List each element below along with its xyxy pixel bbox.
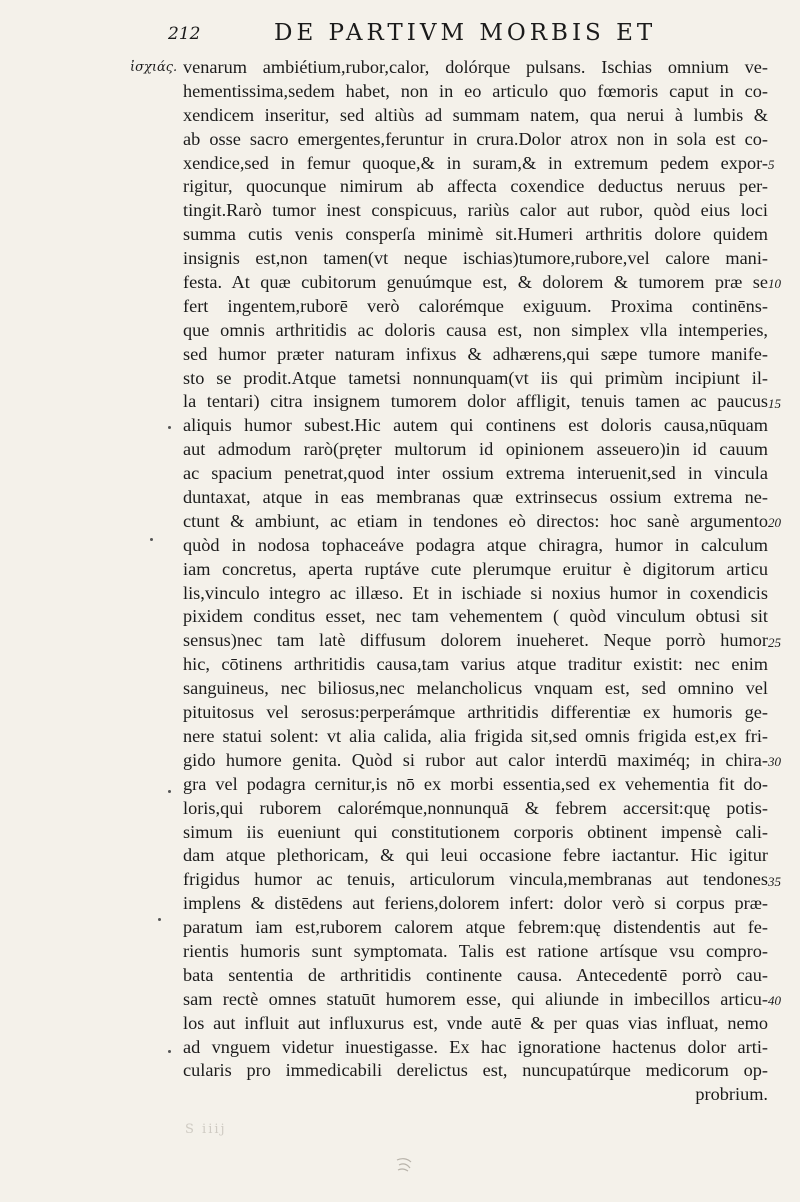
text-line: sed humor præter naturam infixus & adhærens,qui sæpe tumore manife- [183,343,768,364]
text-line: aut admodum rarò(pręter multorum id opinionem asseuero)in id cauum [183,439,768,460]
margin-dot [158,918,161,921]
text-line: iam concretus, aperta ruptáve cute plerumque eruitur è digitorum articu [183,558,768,579]
margin-dot [168,1050,171,1053]
text-line: que omnis arthritidis ac doloris causa est, non simplex vlla intemperies, [183,319,768,340]
text-line: frigidus humor ac tenuis, articulorum vincula,membranas aut tendones [183,869,768,890]
text-line: aliquis humor subest.Hic autem qui continens est doloris causa,nūquam [183,415,768,436]
text-line: bata sententia de arthritidis continente causa. Antecedentē porrò cau- [183,964,768,985]
text-line: summa cutis venis consperſa minimè sit.Humeri arthritis dolore quidem [183,224,768,245]
text-line: implens & distēdens aut feriens,dolorem infert: dolor verò si corpus præ- [183,893,768,914]
text-line: pixidem conditus esset, nec tam vehementem ( quòd vinculum obtusi sit [183,606,768,627]
text-line: rigitur, quocunque nimirum ab affecta coxendice deductus neruus per- [183,176,768,197]
line-number: 20 [768,515,781,531]
text-line: sam rectè omnes statuūt humorem esse, qui aliunde in imbecillos articu- [183,988,768,1009]
margin-dot [168,790,171,793]
line-number: 35 [768,873,781,889]
text-line: tingit.Rarò tumor inest conspicuus, rariùs calor aut rubor, quòd eius loci [183,200,768,221]
text-line: paratum iam est,ruborem calorem atque febrem:quę distendentis aut fe- [183,917,768,938]
text-line: probrium. [695,1084,768,1105]
text-line: gra vel podagra cernitur,is nō ex morbi essentia,sed ex vehementia fit do- [183,773,768,794]
text-line: festa. At quæ cubitorum genuúmque est, & dolorem & tumorem præ se [183,272,768,293]
text-line: sanguineus, nec biliosus,nec melancholicus vnquam est, sed omnino vel [183,678,768,699]
margin-dot [168,426,171,429]
body-text [183,56,768,1107]
text-line: sensus)nec tam latè diffusum dolorem inueheret. Neque porrò humor [183,630,768,651]
line-number: 15 [768,395,781,411]
text-line: hic, cōtinens arthritidis causa,tam varius atque traditur existit: nec enim [183,654,768,675]
text-line: xendice,sed in femur quoque,& in suram,& in extremum pedem expor- [183,152,768,173]
text-line: ad vnguem videtur inuestigasse. Ex hac ignoratione hactenus dolor arti- [183,1036,768,1057]
margin-note: ἰσχιάς. [130,60,178,75]
line-number: 5 [768,156,775,172]
text-line: loris,qui ruborem calorémque,nonnunquā & febrem accersit:quę potis- [183,797,768,818]
text-line: sto se prodit.Atque tametsi nonnunquam(vt iis qui primùm incipiunt il- [183,367,768,388]
line-number: 40 [768,993,781,1009]
text-line: dam atque plethoricam, & qui leui occasione febre iactantur. Hic igitur [183,845,768,866]
ornament-icon [395,1158,413,1172]
signature-mark: S iiij [185,1122,227,1137]
text-line: duntaxat, atque in eas membranas quæ extrinsecus ossium extrema ne- [183,487,768,508]
text-line: fert ingentem,ruborē verò calorémque exiguum. Proxima continēns- [183,295,768,316]
text-line: venarum ambiétium,rubor,calor, dolórque pulsans. Ischias omnium ve- [183,57,768,77]
text-line: nere statui solent: vt alia calida, alia frigida sit,sed omnis frigida est,ex fri- [183,725,768,746]
text-line: hementissima,sedem habet, non in eo articulo quo fœmoris caput in co- [183,80,768,101]
text-line: cularis pro immedicabili derelictus est, nuncupatúrque medicorum op- [183,1060,768,1081]
text-line: quòd in nodosa tophaceáve podagra atque chiragra, humor in calculum [183,534,768,555]
text-line: gido humore genita. Quòd si rubor aut calor interdū maximéq; in chira- [183,749,768,770]
text-line: rientis humoris sunt symptomata. Talis est ratione artísque vsu compro- [183,940,768,961]
text-line: xendicem inseritur, sed altiùs ad summam natem, qua nerui à lumbis & [183,104,768,125]
line-number: 25 [768,634,781,650]
text-line: ctunt & ambiunt, ac etiam in tendones eò directos: hoc sanè argumento [183,510,768,531]
text-line: ab osse sacro emergentes,feruntur in crura.Dolor atrox non in sola est co- [183,128,768,149]
text-line: pituitosus vel serosus:perperámque arthritidis differentiæ ex humoris ge- [183,702,768,723]
line-number: 30 [768,754,781,770]
running-head: DE PARTIVM MORBIS ET [274,20,657,46]
text-line: ac spacium penetrat,quod inter ossium extrema interuenit,sed in vincula [183,463,768,484]
text-line: la tentari) citra insignem tumorem dolor affligit, tenuis tamen ac paucus [183,391,768,412]
text-line: lis,vinculo integro ac illæso. Et in ischiade si noxius humor in coxendicis [183,582,768,603]
line-number: 10 [768,276,781,292]
margin-dot [150,538,153,541]
text-line: los aut influit aut influxurus est, vnde autē & per quas vias influat, nemo [183,1012,768,1033]
text-line: insignis est,non tamen(vt neque ischias)tumore,rubore,vel calore mani- [183,248,768,269]
text-line: simum iis eueniunt qui constitutionem corporis obtinent impensè cali- [183,821,768,842]
page-number: 212 [168,24,201,44]
page-header [168,20,788,52]
